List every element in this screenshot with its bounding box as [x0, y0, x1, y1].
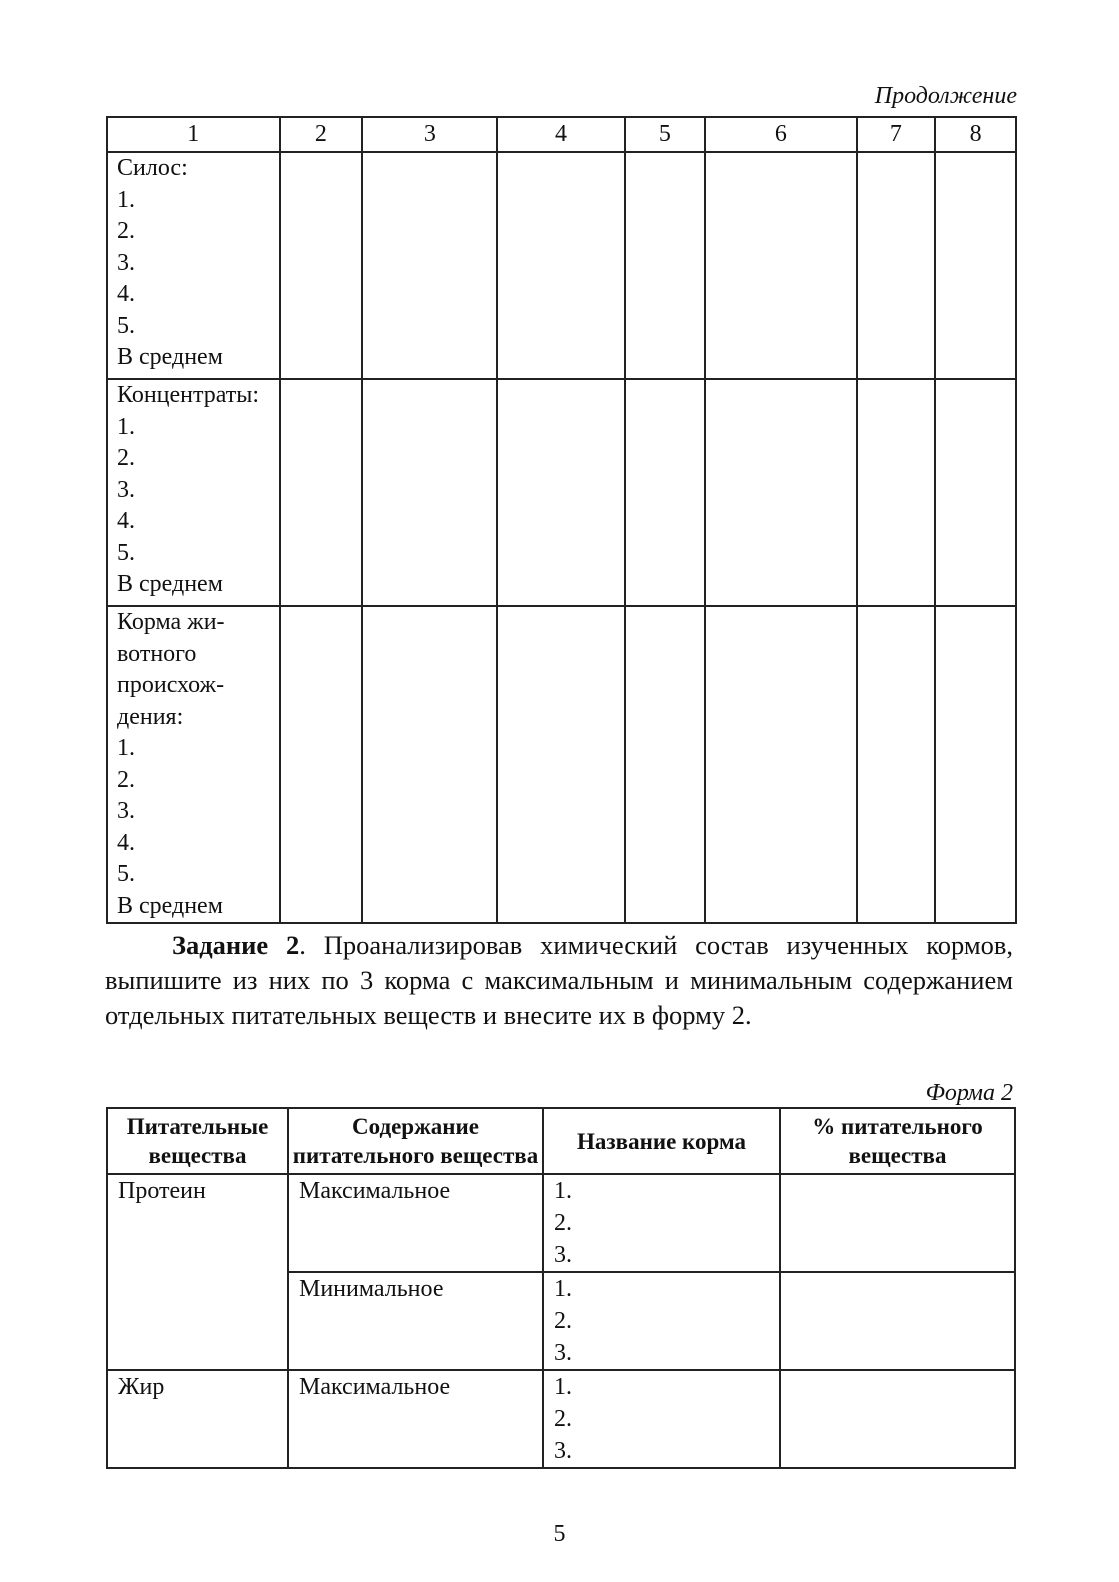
- continuation-table: [106, 116, 1017, 924]
- column-header: 1: [107, 117, 280, 152]
- empty-cell: [935, 606, 1016, 923]
- group-title: Силос:: [117, 155, 188, 181]
- item-number: 1.: [117, 186, 135, 213]
- nutrient-cell: Жир: [107, 1370, 288, 1468]
- percent-cell: [780, 1174, 1015, 1272]
- content-cell: Максимальное: [288, 1174, 543, 1272]
- item-number: 3.: [117, 476, 135, 503]
- content-cell: Максимальное: [288, 1370, 543, 1468]
- item-number: 1.: [554, 1276, 572, 1302]
- empty-cell: [497, 379, 624, 606]
- empty-cell: [625, 606, 706, 923]
- item-number: 2.: [554, 1406, 572, 1432]
- item-number: 2.: [117, 766, 135, 793]
- empty-cell: [362, 152, 497, 379]
- item-number: 2.: [554, 1210, 572, 1236]
- item-number: 4.: [117, 829, 135, 856]
- table-row: [107, 1174, 1015, 1272]
- feed-names-cell: [543, 1370, 780, 1468]
- empty-cell: [935, 379, 1016, 606]
- empty-cell: [625, 152, 706, 379]
- group-label-cell: [107, 379, 280, 606]
- table-row-silos: [107, 152, 1016, 379]
- average-label: В среднем: [117, 571, 223, 597]
- empty-cell: [935, 152, 1016, 379]
- item-number: 3.: [117, 249, 135, 276]
- average-label: В среднем: [117, 892, 223, 919]
- feed-names-cell: [543, 1174, 780, 1272]
- item-number: 3.: [554, 1340, 572, 1366]
- column-header: 2: [280, 117, 363, 152]
- item-number: 3.: [554, 1242, 572, 1268]
- task-text: . Проанализировав химический состав изученных кормов, выпишите из них по 3 корма с максимальным и минимальным содержанием отдельных питательных веществ и внесите их в форму 2.: [105, 930, 1013, 1030]
- table-row-concentrates: [107, 379, 1016, 606]
- empty-cell: [497, 152, 624, 379]
- group-title: Концентраты:: [117, 382, 260, 408]
- empty-cell: [280, 379, 363, 606]
- item-number: 3.: [117, 798, 135, 824]
- task-label: Задание 2: [172, 930, 300, 960]
- empty-cell: [857, 152, 936, 379]
- column-header: 7: [857, 117, 936, 152]
- column-header-nutrients: Питательные вещества: [107, 1108, 288, 1174]
- table-row-animal-feeds: [107, 606, 1016, 923]
- column-header: 5: [625, 117, 706, 152]
- percent-cell: [780, 1370, 1015, 1468]
- column-header: 4: [497, 117, 624, 152]
- continuation-label: Продолжение: [874, 83, 1017, 109]
- task-2-paragraph: [105, 928, 1013, 1033]
- item-number: 4.: [117, 508, 135, 534]
- empty-cell: [705, 379, 856, 606]
- empty-cell: [857, 606, 936, 923]
- group-title: происхож-: [117, 672, 225, 698]
- column-header: 6: [705, 117, 856, 152]
- feed-names-cell: [543, 1272, 780, 1370]
- item-number: 4.: [117, 281, 135, 307]
- table-row: [107, 1370, 1015, 1468]
- item-number: 2.: [554, 1308, 572, 1334]
- form-label: Форма 2: [925, 1080, 1013, 1106]
- form-2-table: [106, 1107, 1016, 1469]
- item-number: 2.: [117, 218, 135, 244]
- item-number: 1.: [117, 413, 135, 440]
- column-header-feed-name: Название корма: [543, 1108, 780, 1174]
- empty-cell: [362, 606, 497, 923]
- group-label-cell: [107, 152, 280, 379]
- page-number: 5: [553, 1521, 566, 1547]
- content-cell: Минимальное: [288, 1272, 543, 1370]
- empty-cell: [705, 606, 856, 923]
- table-header-row: [107, 1108, 1015, 1174]
- empty-cell: [705, 152, 856, 379]
- item-number: 1.: [554, 1374, 572, 1400]
- empty-cell: [362, 379, 497, 606]
- table-header-row: [107, 117, 1016, 152]
- group-title: вотного: [117, 640, 197, 667]
- average-label: В среднем: [117, 344, 223, 370]
- empty-cell: [497, 606, 624, 923]
- nutrient-cell: Протеин: [107, 1174, 288, 1370]
- empty-cell: [280, 152, 363, 379]
- item-number: 1.: [117, 735, 135, 761]
- empty-cell: [625, 379, 706, 606]
- item-number: 5.: [117, 539, 135, 566]
- group-label-cell: [107, 606, 280, 923]
- item-number: 3.: [554, 1438, 572, 1464]
- empty-cell: [857, 379, 936, 606]
- column-header-percent: % питательного вещества: [780, 1108, 1015, 1174]
- item-number: 2.: [117, 445, 135, 471]
- group-title: дения:: [117, 703, 184, 730]
- item-number: 5.: [117, 312, 135, 339]
- group-title: Корма жи-: [117, 609, 225, 635]
- column-header: 3: [362, 117, 497, 152]
- empty-cell: [280, 606, 363, 923]
- item-number: 5.: [117, 861, 135, 887]
- item-number: 1.: [554, 1178, 572, 1204]
- column-header: 8: [935, 117, 1016, 152]
- column-header-content: Содержание питательного вещества: [288, 1108, 543, 1174]
- percent-cell: [780, 1272, 1015, 1370]
